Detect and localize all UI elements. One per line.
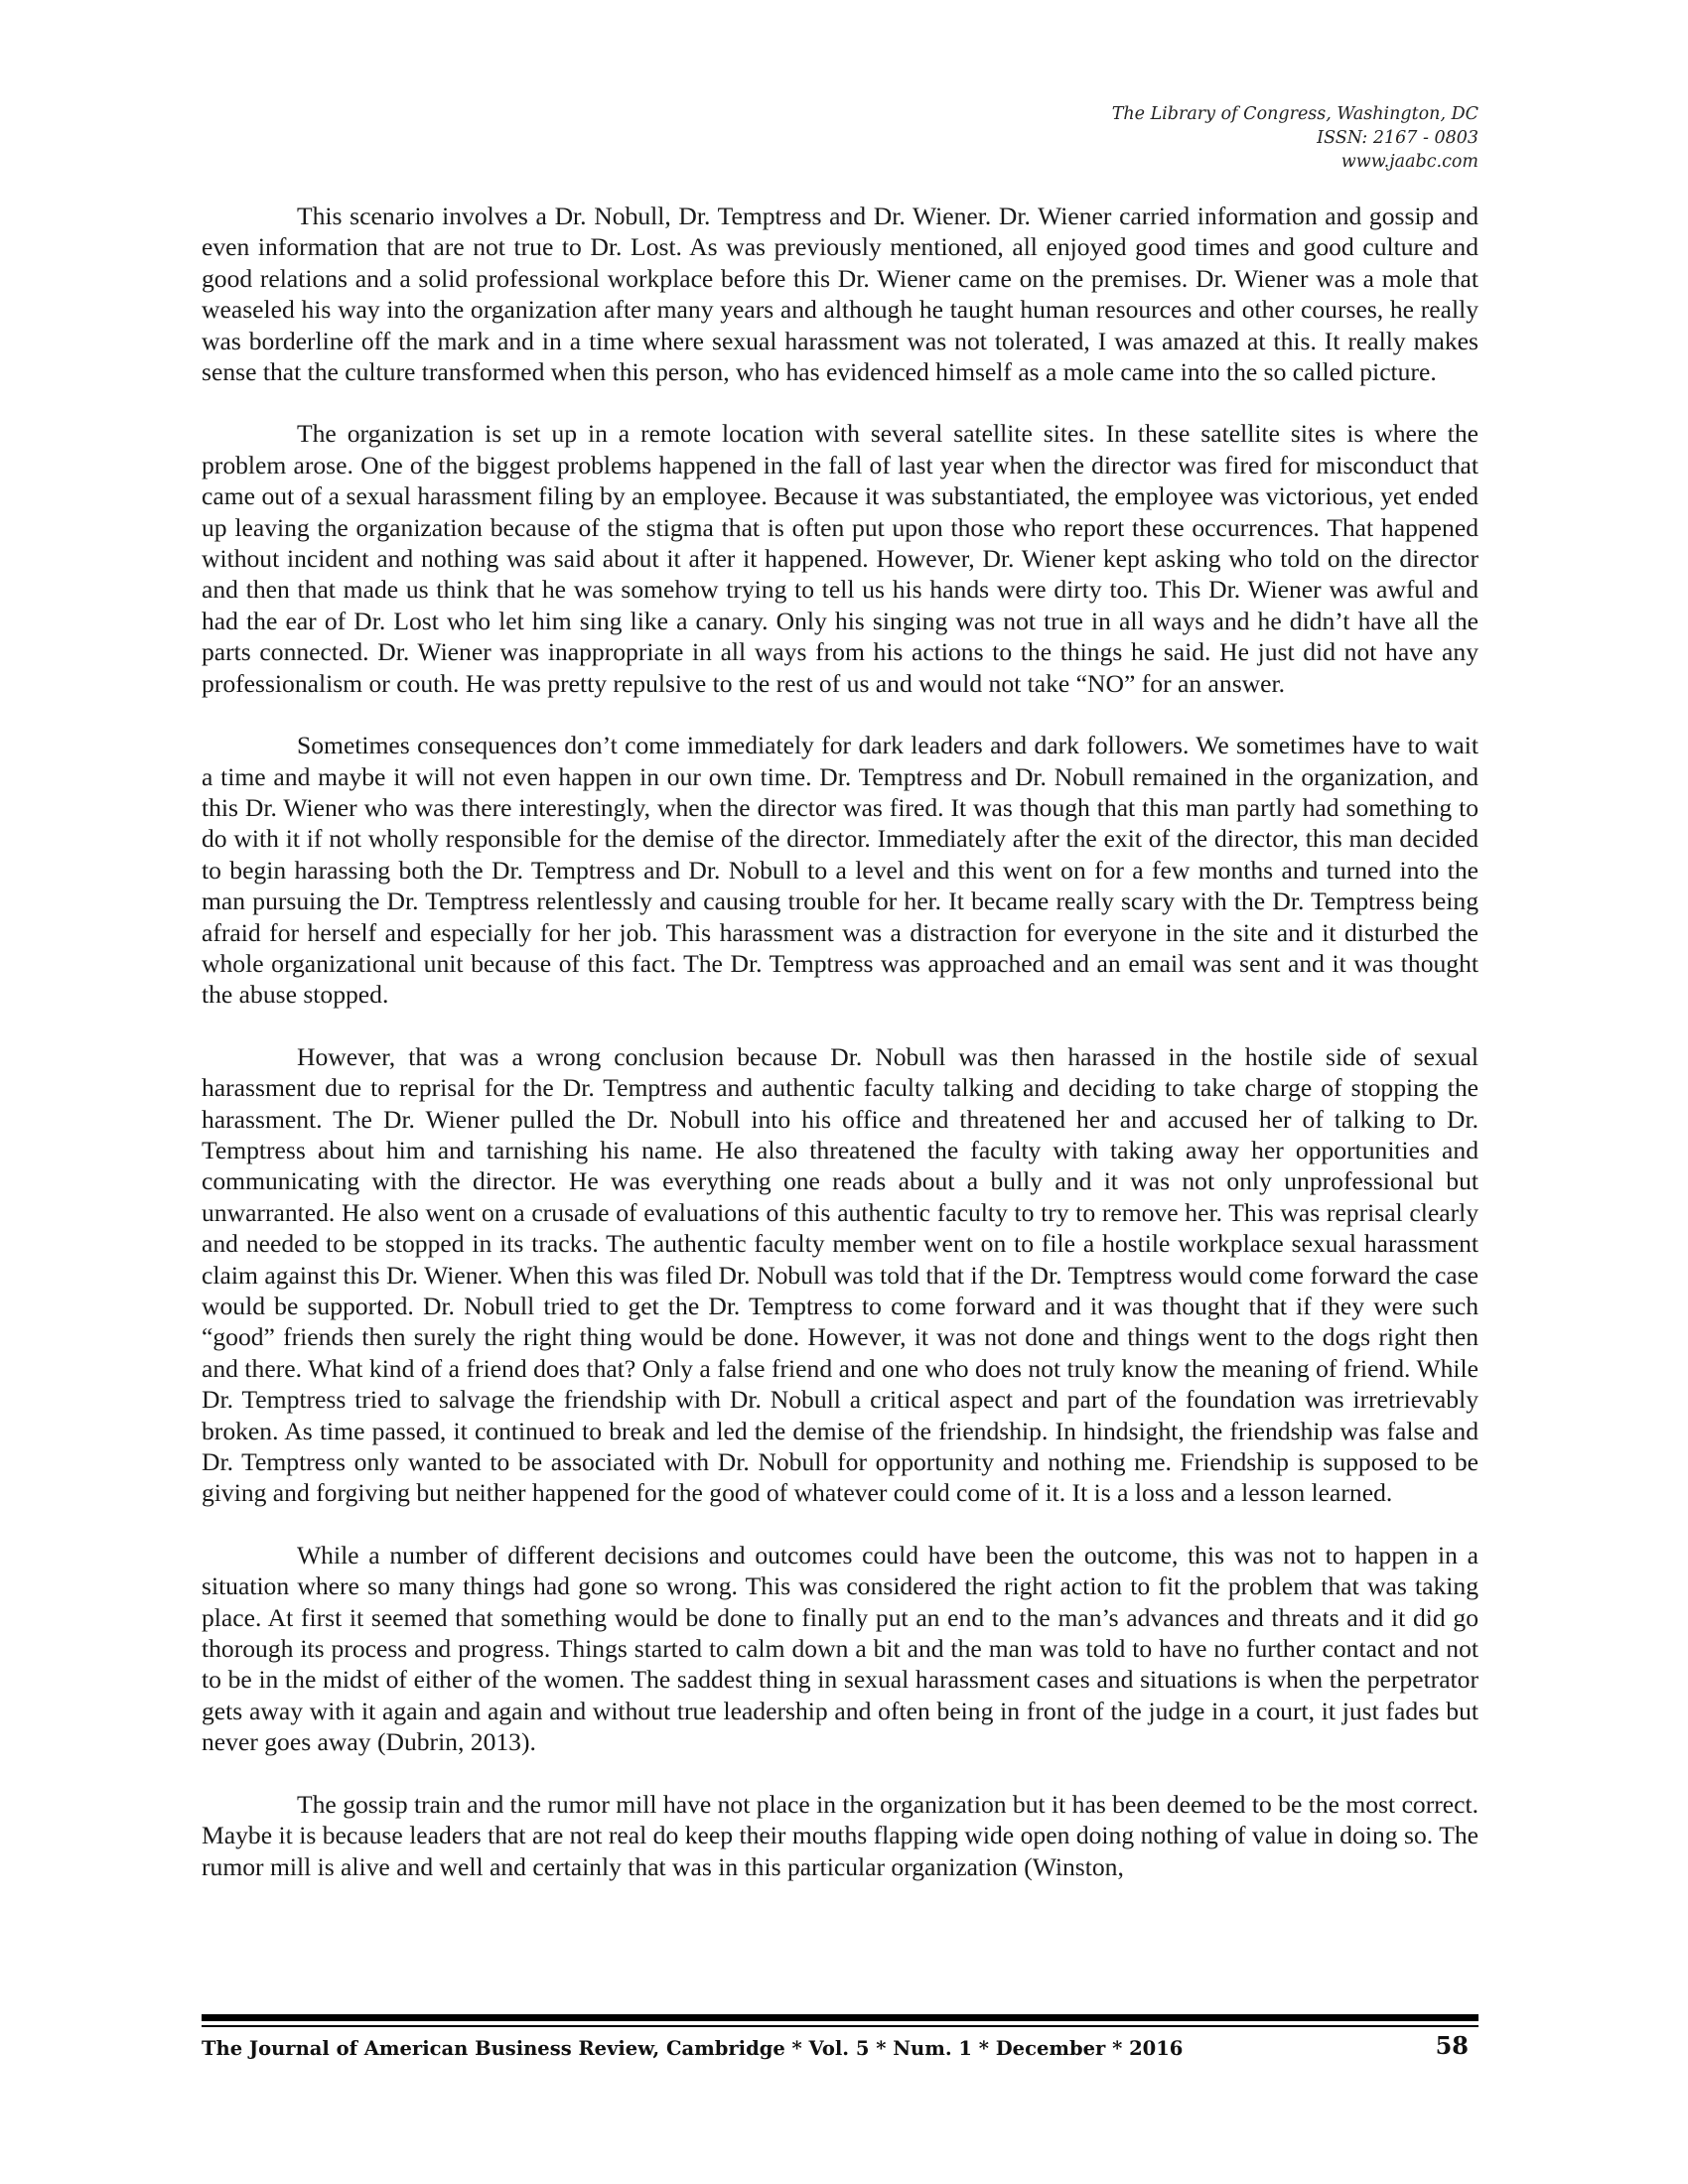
body-paragraph-3: Sometimes consequences don’t come immediately for dark leaders and dark followers. We sometimes have to wait a time and maybe it will not even happen in our own time. Dr. Temptress and Dr. Nobull remained in the organization, and this Dr. Wiener who was there interestingly, when the director was fired. It was though that this man partly had something to do with it if not wholly responsible for the demise of the director. Immediately after the exit of the director, this man decided to begin harassing both the Dr. Temptress and Dr. Nobull to a level and this went on for a few months and turned into the man pursuing the Dr. Temptress relentlessly and causing trouble for her. It became really scary with the Dr. Temptress being afraid for herself and especially for her job. This harassment was a distraction for everyone in the site and it disturbed the whole organizational unit because of this fact. The Dr. Temptress was approached and an email was sent and it was thought the abuse stopped. xyxy=(202,731,1478,1010)
footer-rule-thin xyxy=(202,2025,1478,2027)
article-body xyxy=(202,201,1478,1913)
body-paragraph-1: This scenario involves a Dr. Nobull, Dr. Temptress and Dr. Wiener. Dr. Wiener carried information and gossip and even information that are not true to Dr. Lost. As was previously mentioned, all enjoyed good times and good culture and good relations and a solid professional workplace before this Dr. Wiener came on the premises. Dr. Wiener was a mole that weaseled his way into the organization after many years and although he taught human resources and other courses, he really was borderline off the mark and in a time where sexual harassment was not tolerated, I was amazed at this. It really makes sense that the culture transformed when this person, who has evidenced himself as a mole came into the so called picture. xyxy=(202,202,1478,387)
header-issn-line: ISSN: 2167 - 0803 xyxy=(1317,128,1478,148)
footer-rule-thick xyxy=(202,2014,1478,2021)
body-paragraph-2: The organization is set up in a remote location with several satellite sites. In these satellite sites is where the problem arose. One of the biggest problems happened in the fall of last year when the director was fired for misconduct that came out of a sexual harassment filing by an employee. Because it was substantiated, the employee was victorious, yet ended up leaving the organization because of the stigma that is often put upon those who report these occurrences. That happened without incident and nothing was said about it after it happened. However, Dr. Wiener kept asking who told on the director and then that made us think that he was somehow trying to tell us his hands were dirty too. This Dr. Wiener was awful and had the ear of Dr. Lost who let him sing like a canary. Only his singing was not true in all ways and he didn’t have all the parts connected. Dr. Wiener was inappropriate in all ways from his actions to the things he said. He just did not have any professionalism or couth. He was pretty repulsive to the rest of us and would not take “NO” for an answer. xyxy=(202,419,1478,698)
body-paragraph-6: The gossip train and the rumor mill have not place in the organization but it has been deemed to be the most correct. Maybe it is because leaders that are not real do keep their mouths flapping wide open doing nothing of value in doing so. The rumor mill is alive and well and certainly that was in this particular organization (Winston, xyxy=(202,1789,1478,1881)
header-website-line: www.jaabc.com xyxy=(1340,152,1478,172)
page-number: 58 xyxy=(1435,2031,1469,2060)
body-paragraph-5: While a number of different decisions and outcomes could have been the outcome, this was not to happen in a situation where so many things had gone so wrong. This was considered the right action to fit the problem that was taking place. At first it seemed that something would be done to finally put an end to the man’s advances and threats and it did go thorough its process and progress. Things started to calm down a bit and the man was told to have no further contact and not to be in the midst of either of the women. The saddest thing in sexual harassment cases and situations is when the perpetrator gets away with it again and again and without true leadership and often being in front of the judge in a court, it just fades but never goes away (Dubrin, 2013). xyxy=(202,1540,1478,1757)
footer-journal-citation: The Journal of American Business Review, Cambridge * Vol. 5 * Num. 1 * December * 2016 xyxy=(202,2037,1184,2060)
running-header xyxy=(783,102,1478,174)
header-library-line: The Library of Congress, Washington, DC xyxy=(1111,104,1478,124)
body-paragraph-4: However, that was a wrong conclusion because Dr. Nobull was then harassed in the hostile side of sexual harassment due to reprisal for the Dr. Temptress and authentic faculty talking and deciding to take charge of stopping the harassment. The Dr. Wiener pulled the Dr. Nobull into his office and threatened her and accused her of talking to Dr. Temptress about him and tarnishing his name. He also threatened the faculty with taking away her opportunities and communicating with the director. He was everything one reads about a bully and it was not only unprofessional but unwarranted. He also went on a crusade of evaluations of this authentic faculty to try to remove her. This was reprisal clearly and needed to be stopped in its tracks. The authentic faculty member went on to file a hostile workplace sexual harassment claim against this Dr. Wiener. When this was filed Dr. Nobull was told that if the Dr. Temptress would come forward the case would be supported. Dr. Nobull tried to get the Dr. Temptress to come forward and it was thought that if they were such “good” friends then surely the right thing would be done. However, it was not done and things went to the dogs right then and there. What kind of a friend does that? Only a false friend and one who does not truly know the meaning of friend. While Dr. Temptress tried to salvage the friendship with Dr. Nobull a critical aspect and part of the foundation was irretrievably broken. As time passed, it continued to break and led the demise of the friendship. In hindsight, the friendship was false and Dr. Temptress only wanted to be associated with Dr. Nobull for opportunity and nothing me. Friendship is supposed to be giving and forgiving but neither happened for the good of whatever could come of it. It is a loss and a lesson learned. xyxy=(202,1041,1478,1508)
